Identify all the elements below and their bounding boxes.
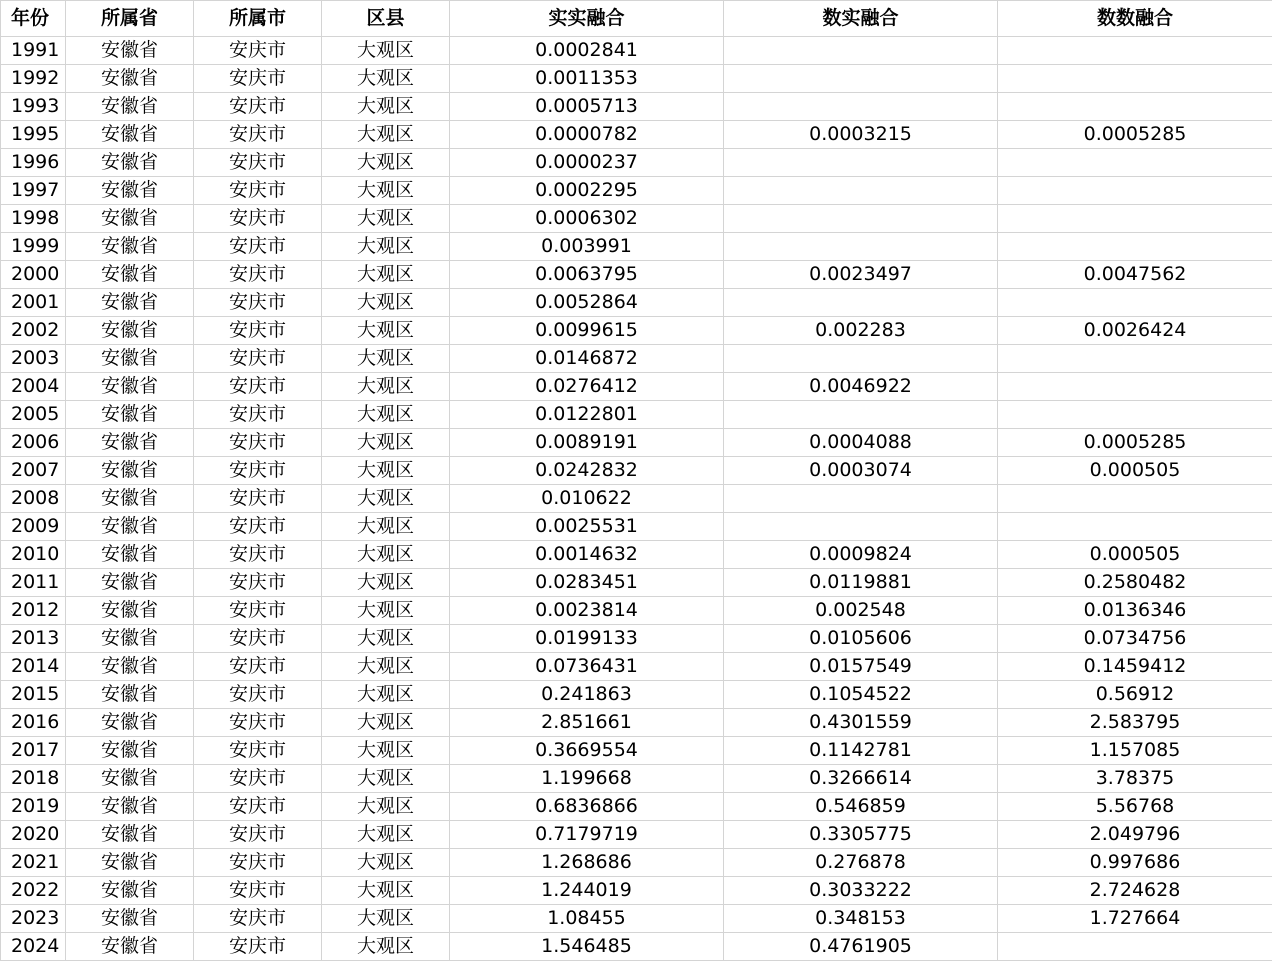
cell-digital-real[interactable] — [724, 233, 998, 261]
cell-real-real[interactable]: 0.0736431 — [450, 653, 724, 681]
cell-district[interactable]: 大观区 — [322, 149, 450, 177]
cell-province[interactable]: 安徽省 — [66, 373, 194, 401]
cell-province[interactable]: 安徽省 — [66, 233, 194, 261]
cell-year[interactable]: 1993 — [1, 93, 66, 121]
cell-digital-digital[interactable]: 0.0734756 — [998, 625, 1272, 653]
cell-year[interactable]: 1996 — [1, 149, 66, 177]
cell-district[interactable]: 大观区 — [322, 933, 450, 961]
cell-digital-real[interactable]: 0.0023497 — [724, 261, 998, 289]
cell-city[interactable]: 安庆市 — [194, 905, 322, 933]
cell-province[interactable]: 安徽省 — [66, 149, 194, 177]
cell-digital-digital[interactable] — [998, 485, 1272, 513]
cell-year[interactable]: 2003 — [1, 345, 66, 373]
cell-year[interactable]: 2014 — [1, 653, 66, 681]
table-row — [1, 205, 1272, 233]
cell-digital-real[interactable]: 0.3033222 — [724, 877, 998, 905]
cell-year[interactable]: 2024 — [1, 933, 66, 961]
cell-digital-real[interactable] — [724, 93, 998, 121]
header-row — [1, 1, 1272, 37]
cell-digital-digital[interactable]: 0.1459412 — [998, 653, 1272, 681]
header-digital-real[interactable]: 数实融合 — [724, 1, 998, 37]
cell-year[interactable]: 2009 — [1, 513, 66, 541]
cell-real-real[interactable]: 0.003991 — [450, 233, 724, 261]
cell-digital-real[interactable]: 0.546859 — [724, 793, 998, 821]
cell-city[interactable]: 安庆市 — [194, 317, 322, 345]
cell-district[interactable]: 大观区 — [322, 737, 450, 765]
table-row — [1, 513, 1272, 541]
cell-year[interactable]: 1991 — [1, 37, 66, 65]
cell-city[interactable]: 安庆市 — [194, 93, 322, 121]
cell-district[interactable]: 大观区 — [322, 849, 450, 877]
cell-city[interactable]: 安庆市 — [194, 709, 322, 737]
cell-district[interactable]: 大观区 — [322, 653, 450, 681]
cell-digital-digital[interactable] — [998, 233, 1272, 261]
table-row — [1, 877, 1272, 905]
cell-district[interactable]: 大观区 — [322, 905, 450, 933]
cell-digital-digital[interactable] — [998, 289, 1272, 317]
cell-city[interactable]: 安庆市 — [194, 625, 322, 653]
cell-city[interactable]: 安庆市 — [194, 233, 322, 261]
cell-year[interactable]: 2022 — [1, 877, 66, 905]
cell-year[interactable]: 1999 — [1, 233, 66, 261]
cell-province[interactable]: 安徽省 — [66, 205, 194, 233]
cell-year[interactable]: 2001 — [1, 289, 66, 317]
cell-city[interactable]: 安庆市 — [194, 765, 322, 793]
cell-city[interactable]: 安庆市 — [194, 933, 322, 961]
cell-real-real[interactable]: 0.0005713 — [450, 93, 724, 121]
cell-digital-digital[interactable]: 0.56912 — [998, 681, 1272, 709]
cell-city[interactable]: 安庆市 — [194, 149, 322, 177]
cell-city[interactable]: 安庆市 — [194, 289, 322, 317]
cell-province[interactable]: 安徽省 — [66, 821, 194, 849]
cell-year[interactable]: 2017 — [1, 737, 66, 765]
cell-district[interactable]: 大观区 — [322, 821, 450, 849]
cell-province[interactable]: 安徽省 — [66, 709, 194, 737]
cell-city[interactable]: 安庆市 — [194, 597, 322, 625]
cell-digital-real[interactable]: 0.0157549 — [724, 653, 998, 681]
cell-year[interactable]: 2008 — [1, 485, 66, 513]
table-row — [1, 625, 1272, 653]
cell-city[interactable]: 安庆市 — [194, 429, 322, 457]
cell-year[interactable]: 2007 — [1, 457, 66, 485]
cell-digital-real[interactable] — [724, 149, 998, 177]
cell-province[interactable]: 安徽省 — [66, 597, 194, 625]
cell-district[interactable]: 大观区 — [322, 765, 450, 793]
cell-real-real[interactable]: 0.0052864 — [450, 289, 724, 317]
table-row — [1, 121, 1272, 149]
cell-year[interactable]: 1997 — [1, 177, 66, 205]
cell-province[interactable]: 安徽省 — [66, 177, 194, 205]
cell-city[interactable]: 安庆市 — [194, 737, 322, 765]
cell-digital-digital[interactable]: 0.0136346 — [998, 597, 1272, 625]
cell-digital-digital[interactable] — [998, 373, 1272, 401]
cell-city[interactable]: 安庆市 — [194, 793, 322, 821]
cell-real-real[interactable]: 2.851661 — [450, 709, 724, 737]
cell-city[interactable]: 安庆市 — [194, 401, 322, 429]
cell-digital-real[interactable]: 0.0004088 — [724, 429, 998, 457]
cell-digital-real[interactable]: 0.0003074 — [724, 457, 998, 485]
cell-district[interactable]: 大观区 — [322, 233, 450, 261]
cell-year[interactable]: 2010 — [1, 541, 66, 569]
cell-real-real[interactable]: 1.268686 — [450, 849, 724, 877]
cell-digital-real[interactable]: 0.4761905 — [724, 933, 998, 961]
cell-district[interactable]: 大观区 — [322, 205, 450, 233]
cell-digital-real[interactable]: 0.0046922 — [724, 373, 998, 401]
cell-city[interactable]: 安庆市 — [194, 121, 322, 149]
cell-real-real[interactable]: 0.0000237 — [450, 149, 724, 177]
cell-province[interactable]: 安徽省 — [66, 541, 194, 569]
table-row — [1, 681, 1272, 709]
cell-province[interactable]: 安徽省 — [66, 737, 194, 765]
cell-digital-real[interactable]: 0.276878 — [724, 849, 998, 877]
cell-district[interactable]: 大观区 — [322, 877, 450, 905]
cell-district[interactable]: 大观区 — [322, 121, 450, 149]
cell-digital-digital[interactable] — [998, 93, 1272, 121]
cell-year[interactable]: 2005 — [1, 401, 66, 429]
cell-year[interactable]: 1995 — [1, 121, 66, 149]
cell-district[interactable]: 大观区 — [322, 289, 450, 317]
cell-digital-digital[interactable] — [998, 177, 1272, 205]
cell-digital-digital[interactable]: 1.727664 — [998, 905, 1272, 933]
cell-province[interactable]: 安徽省 — [66, 849, 194, 877]
cell-city[interactable]: 安庆市 — [194, 513, 322, 541]
cell-real-real[interactable]: 0.0063795 — [450, 261, 724, 289]
cell-real-real[interactable]: 0.0011353 — [450, 65, 724, 93]
cell-digital-digital[interactable] — [998, 37, 1272, 65]
cell-year[interactable]: 2006 — [1, 429, 66, 457]
cell-district[interactable]: 大观区 — [322, 345, 450, 373]
table-row — [1, 569, 1272, 597]
cell-city[interactable]: 安庆市 — [194, 261, 322, 289]
cell-digital-real[interactable]: 0.4301559 — [724, 709, 998, 737]
table-row — [1, 233, 1272, 261]
cell-digital-digital[interactable] — [998, 401, 1272, 429]
table-row — [1, 905, 1272, 933]
cell-district[interactable]: 大观区 — [322, 513, 450, 541]
cell-digital-real[interactable] — [724, 513, 998, 541]
cell-district[interactable]: 大观区 — [322, 485, 450, 513]
cell-real-real[interactable]: 0.0122801 — [450, 401, 724, 429]
cell-province[interactable]: 安徽省 — [66, 345, 194, 373]
cell-province[interactable]: 安徽省 — [66, 681, 194, 709]
table-row — [1, 149, 1272, 177]
table-row — [1, 429, 1272, 457]
cell-district[interactable]: 大观区 — [322, 317, 450, 345]
cell-digital-real[interactable]: 0.3266614 — [724, 765, 998, 793]
cell-digital-real[interactable]: 0.0119881 — [724, 569, 998, 597]
cell-digital-real[interactable]: 0.0105606 — [724, 625, 998, 653]
cell-district[interactable]: 大观区 — [322, 373, 450, 401]
cell-real-real[interactable]: 0.0025531 — [450, 513, 724, 541]
cell-digital-digital[interactable] — [998, 205, 1272, 233]
table-body — [1, 37, 1272, 961]
cell-digital-digital[interactable]: 3.78375 — [998, 765, 1272, 793]
table-row — [1, 65, 1272, 93]
cell-digital-digital[interactable]: 0.997686 — [998, 849, 1272, 877]
cell-real-real[interactable]: 0.0276412 — [450, 373, 724, 401]
cell-digital-digital[interactable] — [998, 65, 1272, 93]
cell-year[interactable]: 2021 — [1, 849, 66, 877]
cell-digital-digital[interactable]: 0.0047562 — [998, 261, 1272, 289]
cell-city[interactable]: 安庆市 — [194, 177, 322, 205]
cell-digital-real[interactable] — [724, 177, 998, 205]
cell-district[interactable]: 大观区 — [322, 93, 450, 121]
table-row — [1, 317, 1272, 345]
cell-real-real[interactable]: 0.6836866 — [450, 793, 724, 821]
cell-digital-digital[interactable]: 1.157085 — [998, 737, 1272, 765]
cell-province[interactable]: 安徽省 — [66, 877, 194, 905]
table-row — [1, 765, 1272, 793]
cell-district[interactable]: 大观区 — [322, 541, 450, 569]
cell-province[interactable]: 安徽省 — [66, 289, 194, 317]
cell-digital-real[interactable] — [724, 205, 998, 233]
cell-real-real[interactable]: 0.0089191 — [450, 429, 724, 457]
cell-province[interactable]: 安徽省 — [66, 121, 194, 149]
table-row — [1, 373, 1272, 401]
table-row — [1, 709, 1272, 737]
table-row — [1, 597, 1272, 625]
cell-real-real[interactable]: 0.3669554 — [450, 737, 724, 765]
table-row — [1, 849, 1272, 877]
cell-city[interactable]: 安庆市 — [194, 485, 322, 513]
cell-year[interactable]: 2015 — [1, 681, 66, 709]
cell-district[interactable]: 大观区 — [322, 261, 450, 289]
cell-real-real[interactable]: 0.0242832 — [450, 457, 724, 485]
cell-district[interactable]: 大观区 — [322, 37, 450, 65]
cell-digital-digital[interactable]: 0.0005285 — [998, 121, 1272, 149]
cell-digital-real[interactable]: 0.002548 — [724, 597, 998, 625]
cell-real-real[interactable]: 0.0002295 — [450, 177, 724, 205]
header-province[interactable]: 所属省 — [66, 1, 194, 37]
cell-digital-real[interactable]: 0.0009824 — [724, 541, 998, 569]
table-row — [1, 653, 1272, 681]
cell-city[interactable]: 安庆市 — [194, 65, 322, 93]
table-row — [1, 37, 1272, 65]
cell-city[interactable]: 安庆市 — [194, 541, 322, 569]
cell-digital-real[interactable]: 0.1142781 — [724, 737, 998, 765]
cell-district[interactable]: 大观区 — [322, 681, 450, 709]
cell-city[interactable]: 安庆市 — [194, 345, 322, 373]
cell-district[interactable]: 大观区 — [322, 597, 450, 625]
cell-province[interactable]: 安徽省 — [66, 261, 194, 289]
cell-year[interactable]: 2016 — [1, 709, 66, 737]
cell-province[interactable]: 安徽省 — [66, 37, 194, 65]
cell-year[interactable]: 2004 — [1, 373, 66, 401]
cell-real-real[interactable]: 0.0002841 — [450, 37, 724, 65]
table-row — [1, 261, 1272, 289]
cell-district[interactable]: 大观区 — [322, 709, 450, 737]
table-row — [1, 485, 1272, 513]
cell-digital-real[interactable] — [724, 37, 998, 65]
cell-digital-digital[interactable]: 0.000505 — [998, 541, 1272, 569]
cell-year[interactable]: 2023 — [1, 905, 66, 933]
cell-district[interactable]: 大观区 — [322, 569, 450, 597]
cell-district[interactable]: 大观区 — [322, 177, 450, 205]
cell-district[interactable]: 大观区 — [322, 793, 450, 821]
cell-province[interactable]: 安徽省 — [66, 933, 194, 961]
cell-digital-real[interactable]: 0.348153 — [724, 905, 998, 933]
cell-real-real[interactable]: 0.0283451 — [450, 569, 724, 597]
cell-real-real[interactable]: 1.08455 — [450, 905, 724, 933]
cell-real-real[interactable]: 0.0023814 — [450, 597, 724, 625]
cell-year[interactable]: 2013 — [1, 625, 66, 653]
cell-city[interactable]: 安庆市 — [194, 569, 322, 597]
cell-district[interactable]: 大观区 — [322, 401, 450, 429]
cell-province[interactable]: 安徽省 — [66, 625, 194, 653]
cell-digital-real[interactable]: 0.1054522 — [724, 681, 998, 709]
table-row — [1, 345, 1272, 373]
cell-digital-real[interactable] — [724, 289, 998, 317]
cell-city[interactable]: 安庆市 — [194, 653, 322, 681]
cell-district[interactable]: 大观区 — [322, 429, 450, 457]
cell-real-real[interactable]: 0.010622 — [450, 485, 724, 513]
cell-province[interactable]: 安徽省 — [66, 793, 194, 821]
cell-digital-digital[interactable]: 0.2580482 — [998, 569, 1272, 597]
cell-digital-digital[interactable] — [998, 149, 1272, 177]
table-row — [1, 289, 1272, 317]
cell-real-real[interactable]: 1.546485 — [450, 933, 724, 961]
cell-digital-real[interactable] — [724, 401, 998, 429]
cell-city[interactable]: 安庆市 — [194, 849, 322, 877]
table-row — [1, 793, 1272, 821]
cell-province[interactable]: 安徽省 — [66, 429, 194, 457]
cell-year[interactable]: 1992 — [1, 65, 66, 93]
cell-year[interactable]: 2011 — [1, 569, 66, 597]
cell-digital-real[interactable] — [724, 485, 998, 513]
table-row — [1, 177, 1272, 205]
cell-year[interactable]: 2012 — [1, 597, 66, 625]
cell-province[interactable]: 安徽省 — [66, 653, 194, 681]
cell-real-real[interactable]: 0.7179719 — [450, 821, 724, 849]
cell-district[interactable]: 大观区 — [322, 625, 450, 653]
cell-district[interactable]: 大观区 — [322, 65, 450, 93]
cell-year[interactable]: 1998 — [1, 205, 66, 233]
cell-real-real[interactable]: 1.199668 — [450, 765, 724, 793]
cell-real-real[interactable]: 0.241863 — [450, 681, 724, 709]
table-row — [1, 541, 1272, 569]
cell-digital-real[interactable] — [724, 65, 998, 93]
cell-real-real[interactable]: 0.0014632 — [450, 541, 724, 569]
table-row — [1, 737, 1272, 765]
cell-city[interactable]: 安庆市 — [194, 681, 322, 709]
cell-real-real[interactable]: 0.0099615 — [450, 317, 724, 345]
cell-city[interactable]: 安庆市 — [194, 205, 322, 233]
header-digital-digital[interactable]: 数数融合 — [998, 1, 1272, 37]
cell-digital-digital[interactable]: 0.0026424 — [998, 317, 1272, 345]
cell-year[interactable]: 2002 — [1, 317, 66, 345]
cell-city[interactable]: 安庆市 — [194, 457, 322, 485]
cell-year[interactable]: 2019 — [1, 793, 66, 821]
cell-city[interactable]: 安庆市 — [194, 373, 322, 401]
cell-digital-real[interactable]: 0.002283 — [724, 317, 998, 345]
cell-digital-digital[interactable]: 5.56768 — [998, 793, 1272, 821]
cell-province[interactable]: 安徽省 — [66, 401, 194, 429]
cell-digital-digital[interactable] — [998, 345, 1272, 373]
cell-city[interactable]: 安庆市 — [194, 821, 322, 849]
table-row — [1, 93, 1272, 121]
cell-province[interactable]: 安徽省 — [66, 569, 194, 597]
table-row — [1, 457, 1272, 485]
table-row — [1, 933, 1272, 961]
header-district[interactable]: 区县 — [322, 1, 450, 37]
header-real-real[interactable]: 实实融合 — [450, 1, 724, 37]
cell-year[interactable]: 2000 — [1, 261, 66, 289]
cell-real-real[interactable]: 0.0000782 — [450, 121, 724, 149]
cell-digital-digital[interactable]: 0.000505 — [998, 457, 1272, 485]
cell-year[interactable]: 2018 — [1, 765, 66, 793]
cell-real-real[interactable]: 0.0006302 — [450, 205, 724, 233]
cell-digital-real[interactable]: 0.0003215 — [724, 121, 998, 149]
cell-digital-digital[interactable]: 2.724628 — [998, 877, 1272, 905]
cell-province[interactable]: 安徽省 — [66, 905, 194, 933]
cell-real-real[interactable]: 0.0199133 — [450, 625, 724, 653]
cell-digital-real[interactable]: 0.3305775 — [724, 821, 998, 849]
cell-province[interactable]: 安徽省 — [66, 485, 194, 513]
cell-province[interactable]: 安徽省 — [66, 513, 194, 541]
cell-province[interactable]: 安徽省 — [66, 765, 194, 793]
cell-digital-digital[interactable] — [998, 933, 1272, 961]
cell-year[interactable]: 2020 — [1, 821, 66, 849]
cell-city[interactable]: 安庆市 — [194, 877, 322, 905]
cell-real-real[interactable]: 0.0146872 — [450, 345, 724, 373]
cell-province[interactable]: 安徽省 — [66, 317, 194, 345]
cell-digital-digital[interactable]: 2.583795 — [998, 709, 1272, 737]
cell-province[interactable]: 安徽省 — [66, 457, 194, 485]
table-row — [1, 401, 1272, 429]
cell-province[interactable]: 安徽省 — [66, 93, 194, 121]
cell-digital-digital[interactable] — [998, 513, 1272, 541]
header-year[interactable]: 年份 — [1, 1, 66, 37]
cell-digital-digital[interactable]: 2.049796 — [998, 821, 1272, 849]
table-row — [1, 821, 1272, 849]
cell-province[interactable]: 安徽省 — [66, 65, 194, 93]
cell-city[interactable]: 安庆市 — [194, 37, 322, 65]
cell-real-real[interactable]: 1.244019 — [450, 877, 724, 905]
cell-digital-digital[interactable]: 0.0005285 — [998, 429, 1272, 457]
cell-district[interactable]: 大观区 — [322, 457, 450, 485]
header-city[interactable]: 所属市 — [194, 1, 322, 37]
cell-digital-real[interactable] — [724, 345, 998, 373]
